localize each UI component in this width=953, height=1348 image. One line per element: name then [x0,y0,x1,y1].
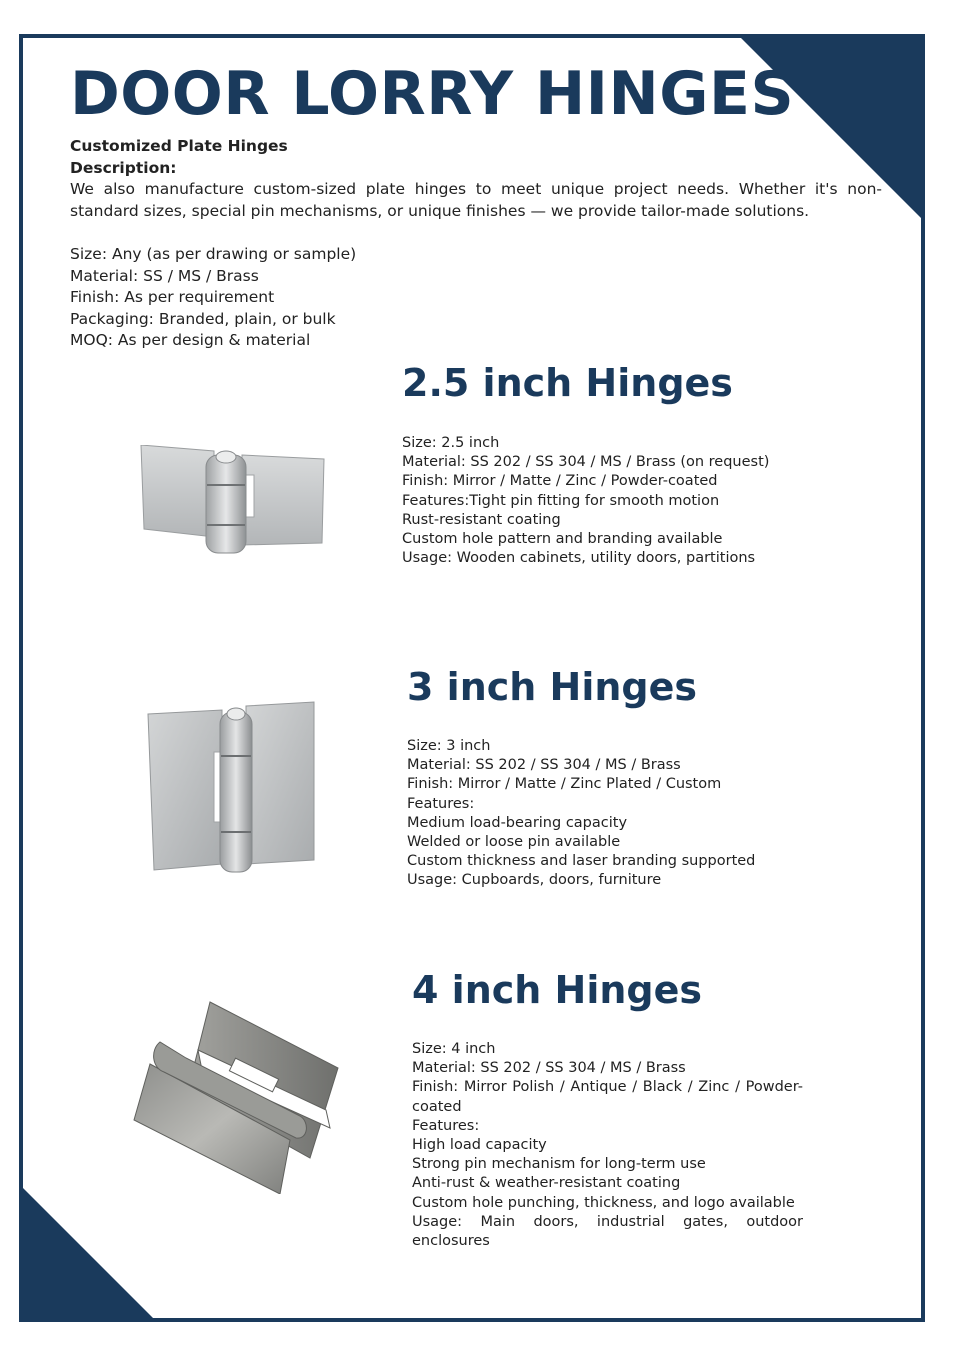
detail-line: Features: [412,1117,480,1134]
detail-line: enclosures [412,1233,490,1250]
section-details-4-inch [412,1040,803,1251]
detail-line: Anti-rust & weather-resistant coating [412,1175,681,1192]
detail-line: High load capacity [412,1137,547,1154]
detail-line: Finish: Mirror Polish / Antique / Black / Zinc / Powder- [412,1079,803,1096]
intro-subtitle: Customized Plate Hinges [70,137,288,155]
detail-line: Size: 3 inch [407,738,491,754]
detail-line: Strong pin mechanism for long-term use [412,1156,706,1173]
detail-line: Material: SS 202 / SS 304 / MS / Brass (on request) [402,454,770,471]
intro-spec-finish: Finish: As per requirement [70,288,275,306]
description-text: We also manufacture custom-sized plate hinges to meet unique project needs. Whether it's non-standard sizes, special pin mechanisms, or unique finishes — we provide tailor-made solutions. [70,180,882,220]
page-title: DOOR LORRY HINGES [70,59,795,129]
intro-spec-material: Material: SS / MS / Brass [70,266,259,285]
detail-line: Custom hole pattern and branding available [402,531,723,548]
detail-line: Finish: Mirror / Matte / Zinc / Powder-coated [402,473,718,490]
detail-line: Usage: Cupboards, doors, furniture [407,872,662,889]
hinge-3-inch-image [146,700,318,876]
detail-line: Usage: Wooden cabinets, utility doors, partitions [402,550,756,567]
detail-line: Size: 4 inch [412,1041,496,1057]
hinge-4-inch-image [130,998,342,1194]
detail-line: Custom hole punching, thickness, and logo available [412,1194,795,1211]
intro-spec-moq: MOQ: As per design & material [70,331,311,349]
detail-line: Rust-resistant coating [402,511,561,528]
section-details-3-inch [407,737,755,891]
section-details-2-5-inch [402,434,769,568]
intro-block [70,136,882,352]
detail-line: Size: 2.5 inch [402,435,500,451]
hinge-2-5-inch-image [136,445,328,557]
detail-line: Custom thickness and laser branding supported [407,853,756,870]
detail-line: Medium load-bearing capacity [407,814,628,831]
detail-line: Usage: Main doors, industrial gates, outdoor [412,1213,803,1230]
detail-line: coated [412,1098,462,1115]
detail-line: Features:Tight pin fitting for smooth motion [402,492,720,509]
intro-spec-size: Size: Any (as per drawing or sample) [70,245,357,263]
detail-line: Welded or loose pin available [407,834,621,851]
detail-line: Finish: Mirror / Matte / Zinc Plated / Custom [407,776,722,793]
detail-line: Features: [407,795,475,812]
intro-spec-packaging: Packaging: Branded, plain, or bulk [70,309,336,328]
section-title-4-inch: 4 inch Hinges [412,968,703,1012]
section-title-3-inch: 3 inch Hinges [407,665,698,709]
detail-line: Material: SS 202 / SS 304 / MS / Brass [407,757,681,774]
corner-decoration-bottom-left [23,1188,153,1318]
section-title-2-5-inch: 2.5 inch Hinges [402,361,733,405]
description-label: Description: [70,158,177,177]
detail-line: Material: SS 202 / SS 304 / MS / Brass [412,1060,686,1077]
